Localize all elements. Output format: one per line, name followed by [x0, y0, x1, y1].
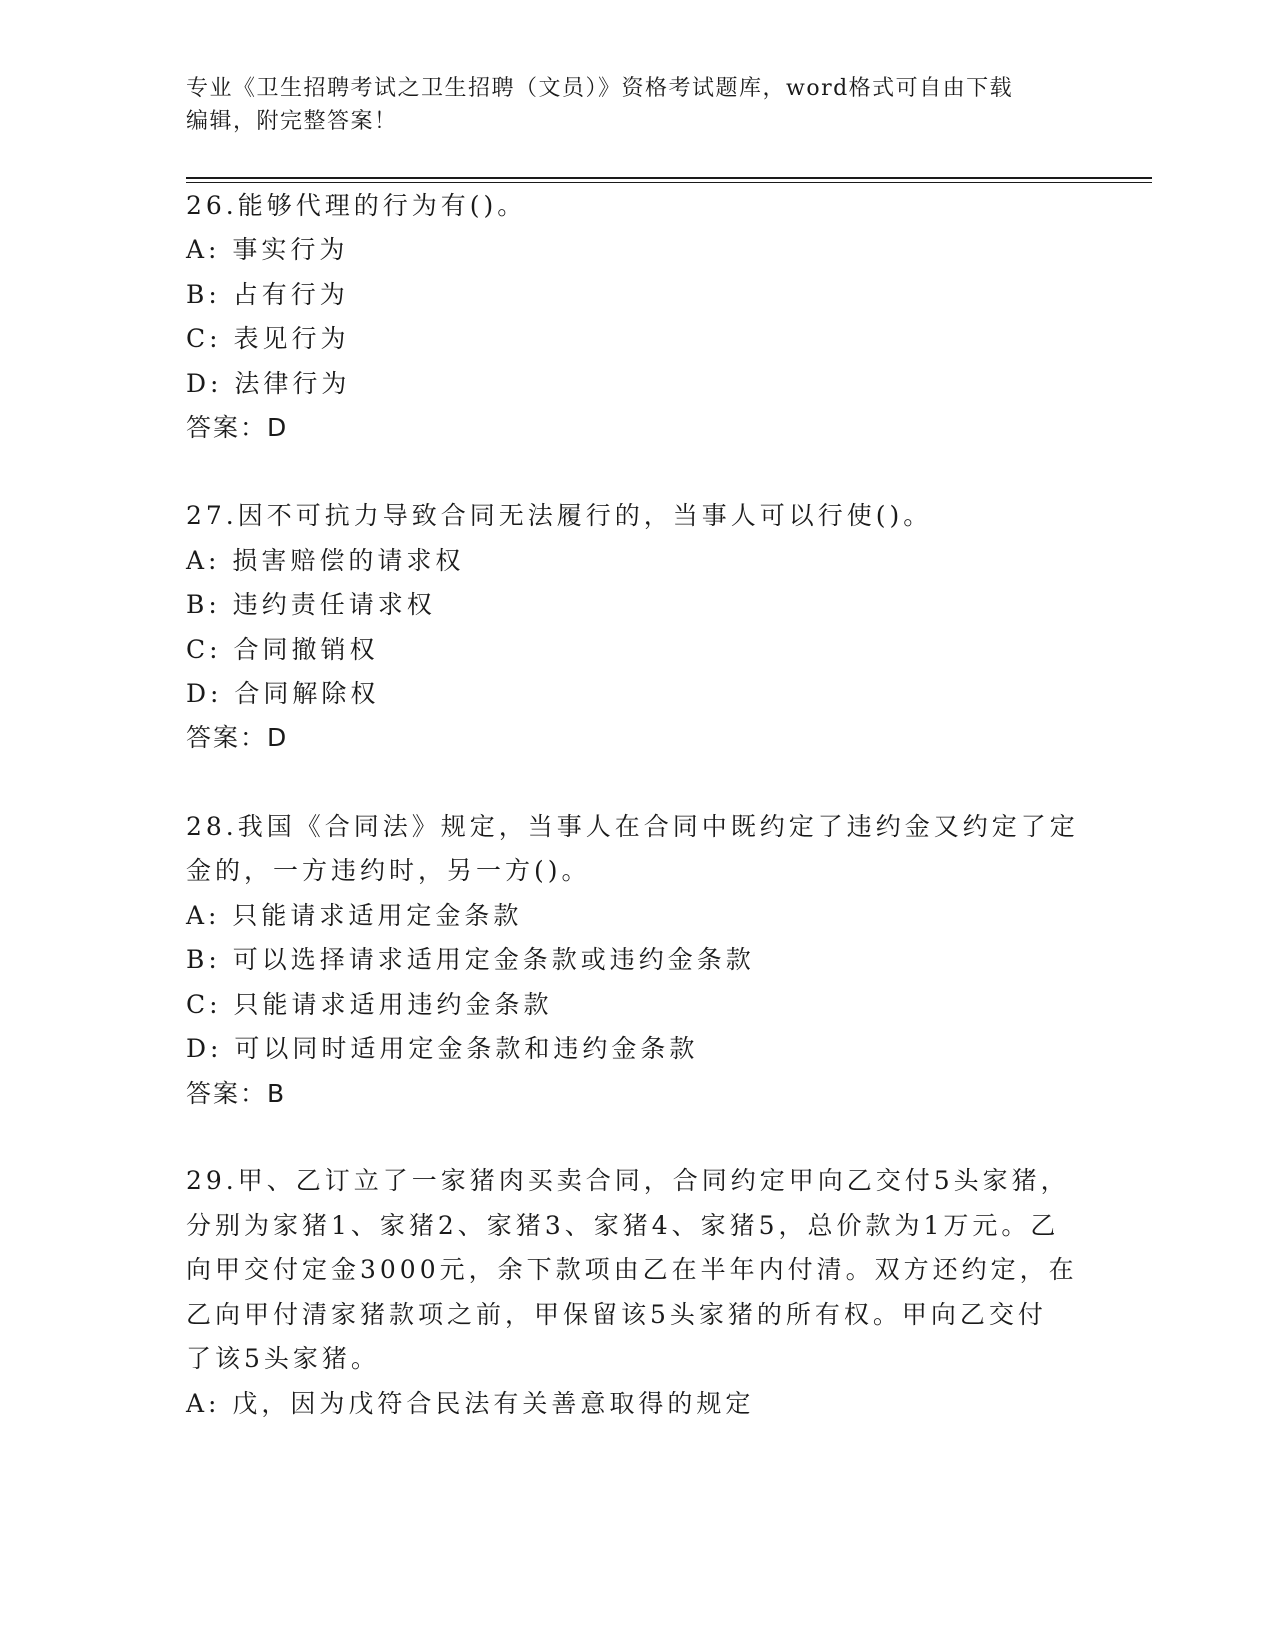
- question-29-option-a: A: 戊，因为戊符合民法有关善意取得的规定: [186, 1389, 755, 1418]
- question-28-option-b: B: 可以选择请求适用定金条款或违约金条款: [186, 945, 755, 974]
- question-29-stem-line-1: 29.甲、乙订立了一家猪肉买卖合同，合同约定甲向乙交付5头家猪，: [186, 1166, 1070, 1195]
- question-26-option-d: D: 法律行为: [186, 369, 351, 398]
- question-27-option-d: D: 合同解除权: [186, 679, 380, 708]
- question-26-option-a: A: 事实行为: [186, 235, 349, 264]
- header-divider-thin: [186, 182, 1152, 183]
- header-line-2: 编辑，附完整答案！: [186, 109, 398, 134]
- question-29-stem-line-3: 向甲交付定金3000元，余下款项由乙在半年内付清。双方还约定，在: [186, 1255, 1078, 1284]
- question-27-option-b: B: 违约责任请求权: [186, 590, 436, 619]
- question-26-option-c: C: 表见行为: [186, 324, 350, 353]
- question-28-answer: 答案：B: [186, 1079, 287, 1108]
- question-26-option-b: B: 占有行为: [186, 280, 349, 309]
- question-28-option-d: D: 可以同时适用定金条款和违约金条款: [186, 1034, 699, 1063]
- document-header: [186, 72, 1086, 138]
- question-29-stem-line-2: 分别为家猪1、家猪2、家猪3、家猪4、家猪5，总价款为1万元。乙: [186, 1211, 1060, 1240]
- question-28-option-c: C: 只能请求适用违约金条款: [186, 990, 553, 1019]
- question-26-stem: 26.能够代理的行为有()。: [186, 191, 527, 220]
- question-27-option-a: A: 损害赔偿的请求权: [186, 546, 465, 575]
- question-28-stem-line-1: 28.我国《合同法》规定，当事人在合同中既约定了违约金又约定了定: [186, 812, 1079, 841]
- question-27-answer: 答案：D: [186, 723, 289, 752]
- question-28-option-a: A: 只能请求适用定金条款: [186, 901, 523, 930]
- question-27-option-c: C: 合同撤销权: [186, 635, 379, 664]
- question-26-answer: 答案：D: [186, 413, 289, 442]
- header-line-1: 专业《卫生招聘考试之卫生招聘（文员）》资格考试题库，word格式可自由下载: [186, 76, 1014, 101]
- question-29-stem-line-4: 乙向甲付清家猪款项之前，甲保留该5头家猪的所有权。甲向乙交付: [186, 1300, 1047, 1329]
- question-28-stem-line-2: 金的，一方违约时，另一方()。: [186, 856, 591, 885]
- question-27-stem: 27.因不可抗力导致合同无法履行的，当事人可以行使()。: [186, 501, 933, 530]
- question-29-stem-line-5: 了该5头家猪。: [186, 1344, 380, 1373]
- header-divider-thick: [186, 177, 1152, 179]
